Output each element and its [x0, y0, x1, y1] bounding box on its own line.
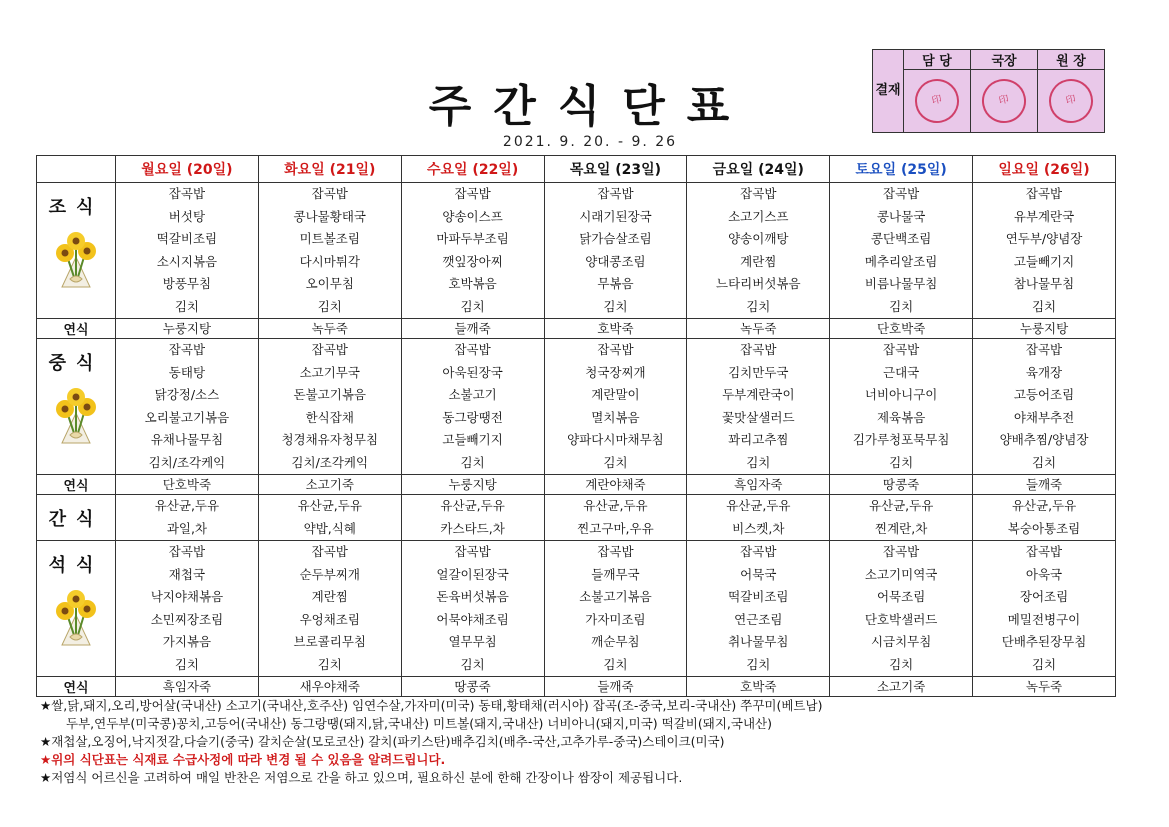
dish-item: 김치 [1031, 298, 1057, 314]
dish-item: 김치 [889, 298, 914, 314]
dish-item: 단호박샐러드 [864, 611, 938, 627]
page-title: 주간식단표 [428, 81, 752, 132]
menu-cell [687, 541, 830, 677]
dish-item: 찐계란,차 [875, 520, 928, 536]
dish-item: 제육볶음 [876, 409, 926, 425]
dish-item: 약밥,식혜 [303, 520, 356, 536]
dish-item: 소불고기볶음 [579, 589, 652, 604]
porridge-label: 연식 [37, 319, 116, 339]
dish-item: 단배추된장무침 [1001, 634, 1087, 649]
dish-item: 야채부추전 [1013, 409, 1075, 425]
porridge-cell: 호박죽 [687, 677, 830, 697]
snack-row [37, 495, 1116, 541]
dish-item: 시금치무침 [870, 634, 932, 649]
dish-item: 잡곡밥 [740, 342, 777, 357]
dish-item: 양송이스프 [442, 208, 503, 224]
menu-cell [116, 541, 259, 677]
dish-item: 잡곡밥 [597, 342, 634, 357]
dish-item: 메추리알조림 [864, 253, 938, 269]
dish-item: 김치 [889, 454, 914, 470]
day-header: 금요일 (24일) [687, 156, 830, 183]
note-origin-3: ★재첩살,오징어,낙지젓갈,다슬기(중국) 갈치순살(모로코산) 갈치(파키스탄)배추김치(배추-국산,고추가루-중국)스테이크(미국) [40, 734, 725, 749]
dish-item: 잡곡밥 [883, 186, 920, 201]
dish-item: 근대국 [883, 364, 920, 380]
dish-item: 김치/조각케익 [291, 454, 369, 470]
dish-item: 김치 [889, 656, 914, 672]
dish-item: 잡곡밥 [883, 544, 920, 559]
dish-item: 잡곡밥 [168, 342, 206, 357]
menu-cell [258, 339, 401, 475]
porridge-cell: 땅콩죽 [830, 475, 973, 495]
dish-item: 무볶음 [597, 276, 634, 291]
approval-role-manager: 담 당 [904, 50, 971, 70]
dish-item: 고등어조림 [1013, 387, 1075, 402]
dish-item: 꽃맛살샐러드 [722, 409, 795, 425]
day-header: 수요일 (22일) [401, 156, 544, 183]
date-range: 2021. 9. 20. - 9. 26 [502, 134, 678, 150]
porridge-cell: 누룽지탕 [973, 319, 1116, 339]
dish-item: 유산균,두유 [440, 498, 505, 513]
dish-item: 김치 [746, 656, 771, 672]
menu-cell [830, 541, 973, 677]
sunflower-bouquet-icon [48, 585, 104, 649]
porridge-cell: 새우야채죽 [258, 677, 401, 697]
meal-label [37, 541, 116, 677]
dish-item: 연두부/양념장 [1005, 231, 1083, 246]
dish-item: 떡갈비조림 [728, 589, 789, 604]
dish-item: 잡곡밥 [168, 544, 206, 559]
dish-item: 유산균,두유 [726, 498, 791, 513]
porridge-label: 연식 [37, 677, 116, 697]
dish-item: 소고기스프 [728, 208, 789, 224]
meal-name: 조식 [48, 197, 104, 218]
dish-item: 취나물무침 [728, 634, 789, 649]
porridge-cell: 들깨죽 [401, 319, 544, 339]
signature-seal-icon: 印 [911, 75, 963, 127]
approval-role-head: 원 장 [1038, 50, 1105, 70]
dish-item: 잡곡밥 [311, 186, 348, 201]
menu-cell [544, 541, 687, 677]
dish-item: 콩나물국 [876, 208, 926, 224]
dish-item: 호박볶음 [448, 276, 497, 291]
day-header: 월요일 (20일) [116, 156, 259, 183]
dish-item: 어묵야채조림 [436, 611, 509, 627]
meal-name: 중식 [48, 353, 104, 374]
dish-item: 김치 [174, 656, 199, 672]
dish-item: 오이무침 [305, 276, 354, 291]
dish-item: 양파다시마채무침 [567, 432, 664, 447]
dish-item: 버섯탕 [168, 208, 206, 224]
dish-item: 잡곡밥 [454, 544, 491, 559]
dish-item: 다시마튀각 [299, 253, 360, 269]
dish-item: 어묵국 [740, 566, 777, 582]
dish-item: 유산균,두유 [868, 498, 934, 513]
dish-item: 복숭아통조림 [1007, 520, 1081, 536]
notes [40, 697, 1140, 787]
dish-item: 동그랑땡전 [442, 409, 503, 425]
dish-item: 유산균,두유 [583, 498, 648, 513]
menu-cell [830, 183, 973, 319]
menu-cell [973, 339, 1116, 475]
dish-item: 김치 [746, 298, 771, 314]
dish-item: 잡곡밥 [1025, 544, 1063, 559]
day-header: 토요일 (25일) [830, 156, 973, 183]
dish-item: 잡곡밥 [168, 186, 206, 201]
porridge-cell: 들깨죽 [544, 677, 687, 697]
dish-item: 김가루청포묵무침 [852, 432, 950, 447]
dish-item: 김치 [603, 454, 628, 470]
note-change-warning: ★위의 식단표는 식재료 수급사정에 따라 변경 될 수 있음을 알려드립니다. [40, 752, 446, 767]
dish-item: 들깨무국 [591, 566, 640, 582]
dish-item: 시래기된장국 [579, 208, 652, 224]
menu-table [36, 155, 1116, 697]
menu-cell [116, 339, 259, 475]
porridge-cell: 녹두죽 [687, 319, 830, 339]
dish-item: 잡곡밥 [597, 544, 634, 559]
dish-item: 고들빼기지 [442, 432, 503, 447]
sunflower-bouquet-icon [48, 227, 104, 291]
meal-label [37, 183, 116, 319]
dish-item: 잡곡밥 [1025, 186, 1063, 201]
dinner-row [37, 541, 1116, 677]
dish-item: 너비아니구이 [864, 387, 938, 402]
porridge-cell: 단호박죽 [830, 319, 973, 339]
lunch-row [37, 339, 1116, 475]
meal-name: 석식 [48, 555, 104, 576]
dish-item: 닭가슴살조림 [579, 231, 652, 246]
porridge-cell: 소고기죽 [258, 475, 401, 495]
dish-item: 아욱국 [1025, 566, 1063, 582]
menu-cell [401, 495, 544, 541]
breakfast-porridge-row [37, 319, 1116, 339]
dish-item: 김치 [746, 454, 771, 470]
porridge-cell: 흑임자죽 [116, 677, 259, 697]
menu-cell [973, 183, 1116, 319]
porridge-cell: 들깨죽 [973, 475, 1116, 495]
dish-item: 돈불고기볶음 [293, 387, 366, 402]
dish-item: 김치 [460, 298, 485, 314]
corner-cell [37, 156, 116, 183]
dish-item: 동태탕 [168, 364, 206, 380]
dish-item: 김치만두국 [728, 364, 789, 380]
dish-item: 소고기미역국 [864, 566, 938, 582]
dish-item: 양송이깨탕 [728, 231, 789, 246]
signature-seal-icon: 印 [978, 75, 1030, 127]
dish-item: 떡갈비조림 [156, 231, 218, 246]
porridge-cell: 단호박죽 [116, 475, 259, 495]
dish-item: 잡곡밥 [311, 342, 348, 357]
dish-item: 소고기무국 [299, 364, 360, 380]
dish-item: 재첩국 [168, 566, 206, 582]
dish-item: 닭강정/소스 [154, 387, 220, 402]
porridge-cell: 땅콩죽 [401, 677, 544, 697]
porridge-cell: 흑임자죽 [687, 475, 830, 495]
dish-item: 소불고기 [448, 387, 497, 402]
dish-item: 유산균,두유 [154, 498, 220, 513]
note-origin-1: ★쌀,닭,돼지,오리,방어살(국내산) 소고기(국내산,호주산) 임연수살,가자미(미국) 동태,황태채(러시아) 잡곡(조-중국,보리-국내산) 쭈꾸미(베트남) [40, 698, 823, 713]
menu-cell [401, 339, 544, 475]
dish-item: 순두부찌개 [299, 566, 360, 582]
meal-label [37, 339, 116, 475]
dish-item: 잡곡밥 [740, 544, 777, 559]
dish-item: 비름나물무침 [864, 276, 938, 291]
dish-item: 꽈리고추찜 [728, 432, 789, 447]
dish-item: 가자미조림 [585, 611, 646, 627]
dish-item: 김치 [603, 298, 628, 314]
dish-item: 김치 [174, 298, 199, 314]
approval-seal-cell [971, 70, 1038, 133]
dish-item: 가지볶음 [162, 634, 212, 649]
dish-item: 육개장 [1025, 364, 1063, 380]
porridge-cell: 녹두죽 [973, 677, 1116, 697]
dish-item: 느타리버섯볶음 [716, 276, 801, 291]
dish-item: 얼갈이된장국 [436, 566, 509, 582]
menu-cell [258, 495, 401, 541]
dish-item: 김치 [317, 298, 342, 314]
dish-item: 소시지볶음 [156, 253, 218, 269]
meal-label [37, 495, 116, 541]
dish-item: 양대콩조림 [585, 253, 646, 269]
dish-item: 연근조림 [734, 611, 783, 627]
porridge-cell: 호박죽 [544, 319, 687, 339]
porridge-label: 연식 [37, 475, 116, 495]
dish-item: 김치 [1031, 656, 1057, 672]
menu-cell [973, 541, 1116, 677]
dish-item: 비스켓,차 [732, 520, 785, 536]
dish-item: 메밀전병구이 [1007, 611, 1081, 627]
dish-item: 청국장찌개 [585, 364, 646, 380]
dish-item: 잡곡밥 [454, 342, 491, 357]
dish-item: 잡곡밥 [454, 186, 491, 201]
dish-item: 오리불고기볶음 [144, 409, 230, 425]
dish-item: 김치 [317, 656, 342, 672]
menu-cell [687, 495, 830, 541]
menu-cell [830, 339, 973, 475]
dish-item: 미트볼조림 [299, 231, 360, 246]
menu-cell [544, 183, 687, 319]
menu-cell [830, 495, 973, 541]
menu-cell [401, 541, 544, 677]
dish-item: 멸치볶음 [591, 409, 640, 425]
dish-item: 우엉채조림 [299, 611, 360, 627]
approval-role-director: 국장 [971, 50, 1038, 70]
menu-cell [116, 495, 259, 541]
dish-item: 방풍무침 [162, 276, 212, 291]
dish-item: 깨순무침 [591, 634, 640, 649]
dish-item: 고들빼기지 [1013, 253, 1075, 269]
dish-item: 김치 [460, 656, 485, 672]
approval-box [872, 49, 1105, 133]
breakfast-row [37, 183, 1116, 319]
porridge-cell: 녹두죽 [258, 319, 401, 339]
dish-item: 카스타드,차 [440, 520, 505, 536]
menu-cell [258, 183, 401, 319]
day-header: 화요일 (21일) [258, 156, 401, 183]
dish-item: 브로콜리무침 [293, 634, 366, 649]
dish-item: 계란찜 [311, 589, 348, 604]
note-low-salt: ★저염식 어르신을 고려하여 매일 반찬은 저염으로 간을 하고 있으며, 필요하신 분에 한해 간장이나 쌈장이 제공됩니다. [40, 770, 683, 785]
signature-seal-icon: 印 [1045, 75, 1097, 127]
dish-item: 잡곡밥 [740, 186, 777, 201]
dish-item: 콩단백조림 [870, 231, 932, 246]
dish-item: 양배추찜/양념장 [999, 432, 1089, 447]
dish-item: 참나물무침 [1013, 276, 1075, 291]
dish-item: 김치 [603, 656, 628, 672]
dish-item: 소민찌장조림 [150, 611, 224, 627]
menu-cell [401, 183, 544, 319]
menu-cell [687, 183, 830, 319]
dish-item: 낙지야채볶음 [150, 589, 224, 604]
dish-item: 과일,차 [166, 520, 208, 536]
dish-item: 계란찜 [740, 253, 777, 269]
dish-item: 돈육버섯볶음 [436, 589, 509, 604]
day-header-row [37, 156, 1116, 183]
menu-cell [116, 183, 259, 319]
dish-item: 김치 [1031, 454, 1057, 470]
dish-item: 콩나물황태국 [293, 208, 366, 224]
approval-seal-cell [904, 70, 971, 133]
dish-item: 유산균,두유 [297, 498, 362, 513]
dish-item: 유부계란국 [1013, 208, 1075, 224]
dish-item: 마파두부조림 [436, 231, 509, 246]
dish-item: 유산균,두유 [1011, 498, 1077, 513]
lunch-porridge-row [37, 475, 1116, 495]
dish-item: 어묵조림 [876, 589, 926, 604]
porridge-cell: 누룽지탕 [401, 475, 544, 495]
approval-seal-cell [1038, 70, 1105, 133]
dish-item: 장어조림 [1019, 589, 1069, 604]
menu-cell [544, 339, 687, 475]
dish-item: 유채나물무침 [150, 432, 224, 447]
dish-item: 잡곡밥 [1025, 342, 1063, 357]
menu-cell [544, 495, 687, 541]
day-header: 목요일 (23일) [544, 156, 687, 183]
note-origin-2: 두부,연두부(미국콩)꽁치,고등어(국내산) 동그랑땡(돼지,닭,국내산) 미트볼(돼지,국내산) 너비아니(돼지,미국) 떡갈비(돼지,국내산) [66, 716, 772, 731]
porridge-cell: 소고기죽 [830, 677, 973, 697]
dish-item: 계란말이 [591, 387, 640, 402]
dish-item: 찐고구마,우유 [577, 520, 654, 536]
dish-item: 두부계란국이 [722, 387, 795, 402]
dish-item: 아욱된장국 [442, 364, 503, 380]
porridge-cell: 계란야채죽 [544, 475, 687, 495]
dish-item: 깻잎장아찌 [442, 253, 503, 269]
dish-item: 잡곡밥 [311, 544, 348, 559]
day-header: 일요일 (26일) [973, 156, 1116, 183]
dish-item: 잡곡밥 [597, 186, 634, 201]
dish-item: 한식잡채 [305, 409, 354, 425]
dish-item: 열무무침 [448, 634, 497, 649]
meal-name: 간식 [48, 509, 104, 530]
sunflower-bouquet-icon [48, 383, 104, 447]
dinner-porridge-row [37, 677, 1116, 697]
approval-label: 결재 [873, 50, 904, 133]
porridge-cell: 누룽지탕 [116, 319, 259, 339]
dish-item: 김치 [460, 454, 485, 470]
dish-item: 청경채유자청무침 [281, 432, 379, 447]
menu-cell [258, 541, 401, 677]
dish-item: 김치/조각케익 [148, 454, 226, 470]
menu-cell [687, 339, 830, 475]
menu-cell [973, 495, 1116, 541]
dish-item: 잡곡밥 [883, 342, 920, 357]
